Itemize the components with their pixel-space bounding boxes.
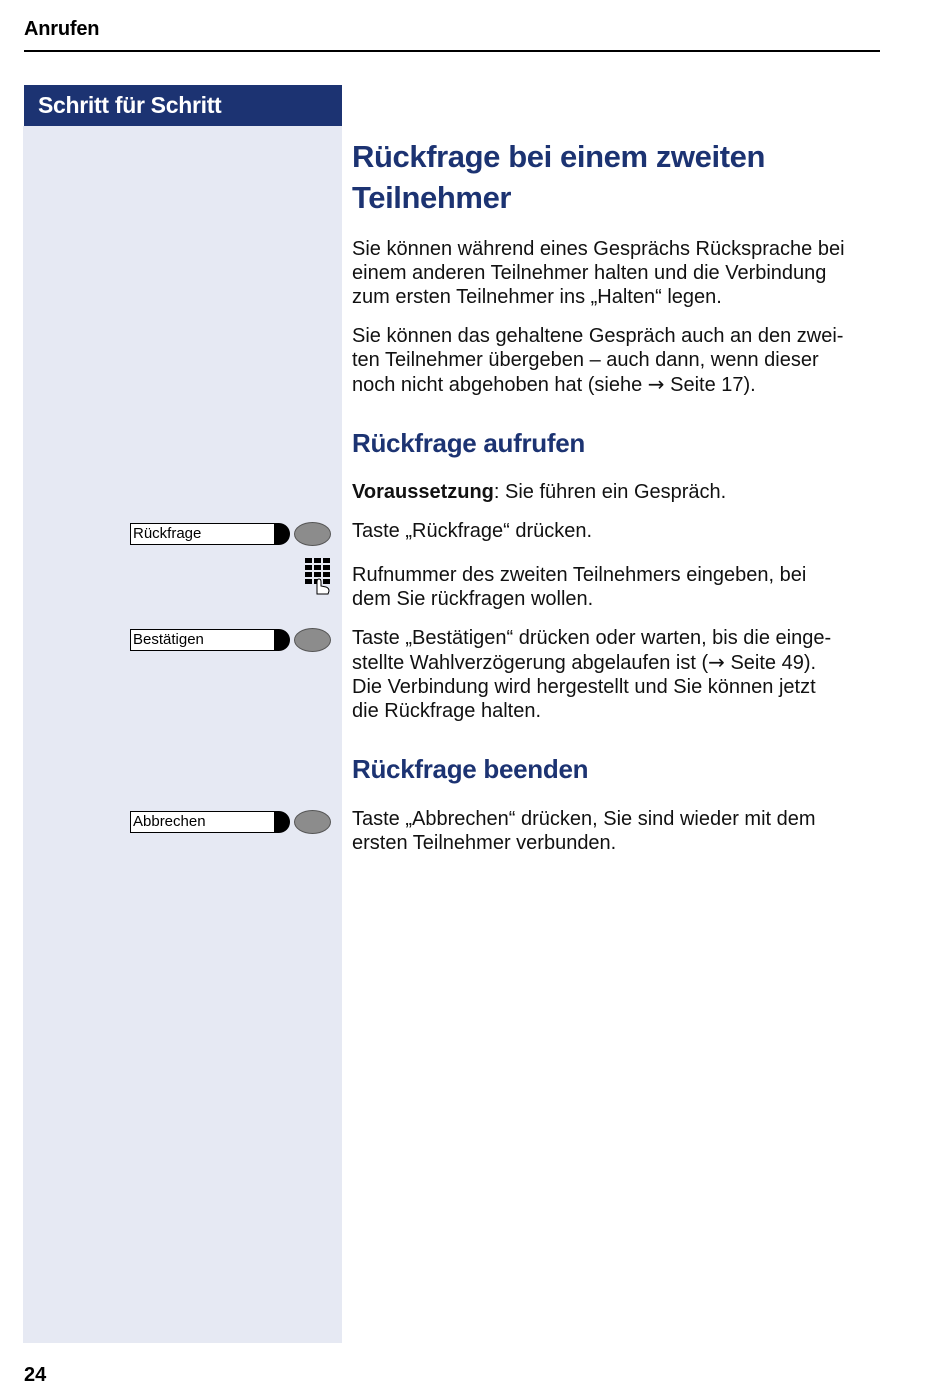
softkey-abbrechen[interactable] [130, 811, 290, 833]
softkey-pointer [274, 523, 290, 545]
text-line: Sie können während eines Gesprächs Rücksprache bei [352, 238, 845, 260]
softkey-button-icon[interactable] [294, 522, 331, 546]
text-line: ). [803, 652, 817, 674]
section-heading-rueckfrage-beenden: Rückfrage beenden [352, 754, 589, 784]
text-line: stellte Wahlverzögerung abgelaufen ist ( [352, 652, 709, 674]
text-line: ten Teilnehmer übergeben – auch dann, wenn dieser [352, 349, 819, 371]
softkey-pointer [274, 629, 290, 651]
step-text [352, 807, 897, 855]
page-title-line-1: Rückfrage bei einem zweiten [352, 139, 765, 174]
page-title-line-2: Teilnehmer [352, 180, 512, 215]
running-header: Anrufen [24, 18, 100, 40]
page-reference-link[interactable]: Seite 49 [724, 652, 804, 674]
page-reference-arrow-icon: → [647, 372, 665, 396]
softkey-button-icon[interactable] [294, 628, 331, 652]
text-line: einem anderen Teilnehmer halten und die Verbindung [352, 262, 827, 284]
step-by-step-column [23, 126, 342, 1343]
softkey-pointer [274, 811, 290, 833]
text-line: Sie können das gehaltene Gespräch auch an den zwei- [352, 325, 844, 347]
intro-paragraph-1 [352, 237, 897, 309]
softkey-button-icon[interactable] [294, 810, 331, 834]
softkey-label: Abbrechen [130, 811, 278, 833]
prerequisite-text [352, 480, 897, 504]
text-line: Taste „Bestätigen“ drücken oder warten, bis die einge- [352, 627, 832, 649]
step-text [352, 626, 897, 723]
header-divider [24, 50, 880, 52]
keypad-icon [305, 558, 332, 596]
text-line: Taste „Abbrechen“ drücken, Sie sind wieder mit dem [352, 808, 816, 830]
page-reference-link[interactable]: Seite 17 [664, 374, 744, 396]
text-line: zum ersten Teilnehmer ins „Halten“ legen. [352, 286, 722, 308]
softkey-bestaetigen[interactable] [130, 629, 290, 651]
prerequisite-label: Voraussetzung [352, 481, 494, 503]
softkey-label: Rückfrage [130, 523, 278, 545]
step-text: Taste „Rückfrage“ drücken. [352, 520, 593, 542]
text-line: die Rückfrage halten. [352, 700, 542, 722]
text-line: ). [743, 374, 756, 396]
step-text [352, 563, 897, 611]
section-heading-rueckfrage-aufrufen: Rückfrage aufrufen [352, 428, 585, 458]
softkey-label: Bestätigen [130, 629, 278, 651]
text-line: dem Sie rückfragen wollen. [352, 588, 594, 610]
text-line: noch nicht abgehoben hat (siehe [352, 374, 648, 396]
page-number: 24 [24, 1364, 47, 1386]
page-title [352, 136, 912, 218]
page-reference-arrow-icon: → [708, 650, 725, 674]
intro-paragraph-2 [352, 324, 897, 397]
text-line: ersten Teilnehmer verbunden. [352, 832, 617, 854]
text-line: Die Verbindung wird hergestellt und Sie können jetzt [352, 676, 816, 698]
text-line: Rufnummer des zweiten Teilnehmers eingeben, bei [352, 564, 807, 586]
step-by-step-heading: Schritt für Schritt [24, 85, 342, 126]
prerequisite-value: : Sie führen ein Gespräch. [493, 481, 727, 503]
softkey-rueckfrage[interactable] [130, 523, 290, 545]
